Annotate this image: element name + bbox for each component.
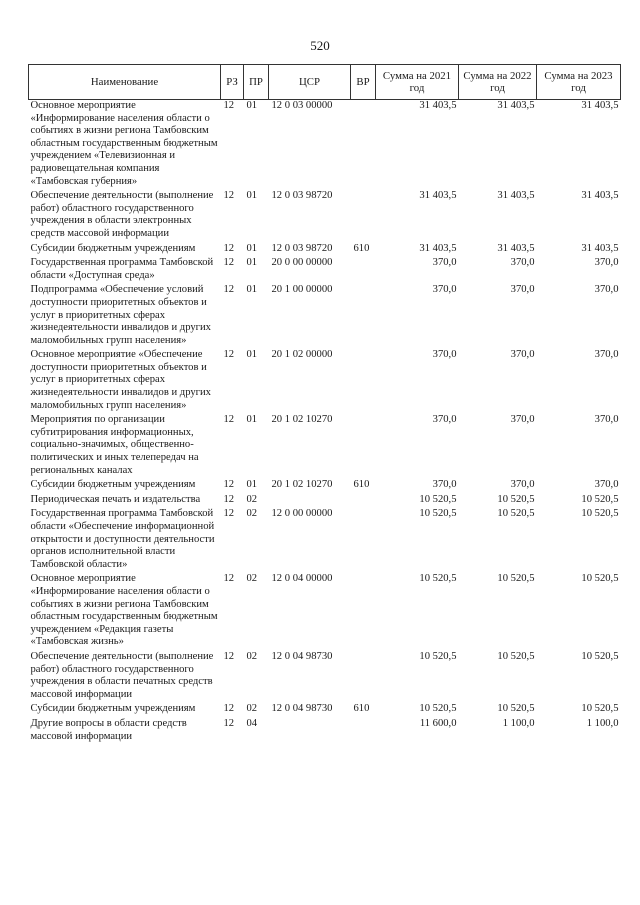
row-csr: 20 1 00 00000 bbox=[271, 284, 333, 296]
row-sum-2021: 10 520,5 bbox=[419, 703, 457, 715]
row-pr: 01 bbox=[246, 479, 258, 491]
row-pr: 01 bbox=[246, 284, 258, 296]
table-row bbox=[29, 100, 621, 191]
row-sum-2023: 370,0 bbox=[594, 257, 619, 269]
row-sum-2023: 10 520,5 bbox=[581, 650, 619, 662]
row-sum-2023: 10 520,5 bbox=[581, 493, 619, 505]
row-sum-2022: 31 403,5 bbox=[497, 242, 535, 254]
header-sum-2022: Сумма на 2022 год bbox=[459, 65, 537, 100]
table-row bbox=[29, 414, 621, 479]
row-sum-2022: 370,0 bbox=[510, 284, 535, 296]
row-vr bbox=[351, 718, 376, 745]
row-pr: 01 bbox=[246, 257, 258, 269]
table-row bbox=[29, 703, 621, 718]
row-csr: 20 1 02 10270 bbox=[271, 479, 333, 491]
row-name: Другие вопросы в области средств массовой информации bbox=[30, 717, 187, 742]
row-csr bbox=[269, 494, 351, 509]
row-sum-2023: 31 403,5 bbox=[581, 190, 619, 202]
row-sum-2021: 11 600,0 bbox=[419, 717, 457, 729]
row-sum-2021: 10 520,5 bbox=[419, 508, 457, 520]
row-pr: 02 bbox=[246, 573, 258, 585]
row-pr: 04 bbox=[246, 717, 258, 729]
row-sum-2022: 370,0 bbox=[510, 414, 535, 426]
header-name: Наименование bbox=[29, 65, 221, 100]
row-sum-2023: 1 100,0 bbox=[586, 717, 619, 729]
row-rz: 12 bbox=[223, 508, 235, 520]
row-vr bbox=[351, 573, 376, 651]
row-vr bbox=[351, 508, 376, 573]
row-vr: 610 bbox=[353, 479, 370, 491]
row-sum-2022: 10 520,5 bbox=[497, 508, 535, 520]
row-csr: 12 0 03 00000 bbox=[271, 100, 333, 111]
row-vr: 610 bbox=[353, 242, 370, 254]
row-sum-2022: 10 520,5 bbox=[497, 650, 535, 662]
row-csr: 20 1 02 10270 bbox=[271, 414, 333, 426]
row-rz: 12 bbox=[223, 242, 235, 254]
row-name: Обеспечение деятельности (выполнение работ) областного государственного учреждения в области электронных средств массовой информации bbox=[30, 190, 214, 239]
row-sum-2022: 10 520,5 bbox=[497, 703, 535, 715]
row-rz: 12 bbox=[223, 717, 235, 729]
row-name: Основное мероприятие «Информирование населения области о событиях в жизни региона Тамбовским областным государственным бюджетным учреждением «Редакция газеты «Тамбовская жизнь» bbox=[30, 573, 218, 648]
row-name: Подпрограмма «Обеспечение условий доступности приоритетных объектов и услуг в приоритетных сферах жизнедеятельности инвалидов и других маломобильных групп населения» bbox=[30, 284, 211, 346]
row-sum-2022: 370,0 bbox=[510, 479, 535, 491]
row-vr bbox=[351, 494, 376, 509]
row-vr bbox=[351, 349, 376, 414]
row-vr bbox=[351, 651, 376, 703]
row-name: Периодическая печать и издательства bbox=[30, 493, 201, 505]
row-name: Основное мероприятие «Информирование населения области о событиях в жизни региона Тамбовским областным государственным бюджетным учреждением «Телевизионная и радиовещательная компания «Тамбовская губерния» bbox=[30, 100, 218, 187]
table-row bbox=[29, 494, 621, 509]
row-csr: 12 0 03 98720 bbox=[271, 190, 333, 202]
table-row bbox=[29, 284, 621, 349]
row-vr bbox=[351, 414, 376, 479]
row-rz: 12 bbox=[223, 650, 235, 662]
row-rz: 12 bbox=[223, 257, 235, 269]
table-row bbox=[29, 349, 621, 414]
table-row bbox=[29, 190, 621, 242]
row-rz: 12 bbox=[223, 573, 235, 585]
row-vr bbox=[351, 190, 376, 242]
row-csr: 12 0 04 98730 bbox=[271, 703, 333, 715]
header-rz: РЗ bbox=[221, 65, 244, 100]
table-header-row bbox=[29, 65, 621, 100]
row-rz: 12 bbox=[223, 190, 235, 202]
row-sum-2021: 370,0 bbox=[432, 257, 457, 269]
row-sum-2022: 10 520,5 bbox=[497, 493, 535, 505]
row-sum-2022: 10 520,5 bbox=[497, 573, 535, 585]
row-sum-2022: 31 403,5 bbox=[497, 100, 535, 111]
row-sum-2021: 31 403,5 bbox=[419, 100, 457, 111]
header-csr: ЦСР bbox=[269, 65, 351, 100]
row-sum-2023: 370,0 bbox=[594, 284, 619, 296]
row-name: Субсидии бюджетным учреждениям bbox=[30, 242, 196, 254]
row-rz: 12 bbox=[223, 414, 235, 426]
row-name: Обеспечение деятельности (выполнение работ) областного государственного учреждения в области печатных средств массовой информации bbox=[30, 650, 214, 700]
row-sum-2023: 370,0 bbox=[594, 349, 619, 361]
header-vr: ВР bbox=[351, 65, 376, 100]
row-vr bbox=[351, 257, 376, 284]
row-pr: 01 bbox=[246, 414, 258, 426]
row-name: Государственная программа Тамбовской области «Обеспечение информационной открытости и доступности деятельности органов исполнительной власти Тамбовской области» bbox=[30, 508, 215, 570]
row-sum-2022: 31 403,5 bbox=[497, 190, 535, 202]
row-csr: 20 0 00 00000 bbox=[271, 257, 333, 269]
row-csr: 12 0 04 00000 bbox=[271, 573, 333, 585]
table-row bbox=[29, 508, 621, 573]
header-pr: ПР bbox=[244, 65, 269, 100]
row-pr: 02 bbox=[246, 493, 258, 505]
row-rz: 12 bbox=[223, 493, 235, 505]
row-sum-2023: 10 520,5 bbox=[581, 508, 619, 520]
row-rz: 12 bbox=[223, 284, 235, 296]
row-sum-2021: 10 520,5 bbox=[419, 650, 457, 662]
row-name: Государственная программа Тамбовской области «Доступная среда» bbox=[30, 257, 214, 281]
row-sum-2023: 370,0 bbox=[594, 414, 619, 426]
row-sum-2023: 10 520,5 bbox=[581, 573, 619, 585]
row-sum-2021: 370,0 bbox=[432, 349, 457, 361]
row-pr: 01 bbox=[246, 349, 258, 361]
row-sum-2021: 10 520,5 bbox=[419, 493, 457, 505]
header-sum-2021: Сумма на 2021 год bbox=[376, 65, 459, 100]
budget-table bbox=[28, 64, 621, 745]
table-row bbox=[29, 573, 621, 651]
row-name: Мероприятия по организации субтитрирования информационных, социально-значимых, общественно-политических и иных телепередач на региональных каналах bbox=[30, 414, 199, 476]
row-vr bbox=[351, 100, 376, 191]
row-sum-2021: 370,0 bbox=[432, 414, 457, 426]
row-rz: 12 bbox=[223, 703, 235, 715]
row-sum-2021: 370,0 bbox=[432, 284, 457, 296]
row-sum-2023: 31 403,5 bbox=[581, 242, 619, 254]
header-sum-2023: Сумма на 2023 год bbox=[537, 65, 621, 100]
row-pr: 01 bbox=[246, 100, 258, 111]
row-pr: 01 bbox=[246, 190, 258, 202]
table-body bbox=[29, 100, 621, 746]
row-csr: 20 1 02 00000 bbox=[271, 349, 333, 361]
budget-table-container bbox=[28, 64, 620, 745]
table-row bbox=[29, 257, 621, 284]
row-pr: 02 bbox=[246, 508, 258, 520]
row-csr: 12 0 00 00000 bbox=[271, 508, 333, 520]
row-csr: 12 0 03 98720 bbox=[271, 242, 333, 254]
row-name: Основное мероприятие «Обеспечение доступности приоритетных объектов и услуг в приоритетных сферах жизнедеятельности инвалидов и других маломобильных групп населения» bbox=[30, 349, 211, 411]
row-pr: 02 bbox=[246, 703, 258, 715]
row-sum-2023: 10 520,5 bbox=[581, 703, 619, 715]
row-sum-2022: 370,0 bbox=[510, 257, 535, 269]
row-sum-2021: 31 403,5 bbox=[419, 242, 457, 254]
row-pr: 01 bbox=[246, 242, 258, 254]
row-rz: 12 bbox=[223, 479, 235, 491]
row-vr bbox=[351, 284, 376, 349]
row-sum-2023: 31 403,5 bbox=[581, 100, 619, 111]
page-number: 520 bbox=[310, 38, 330, 53]
row-sum-2022: 1 100,0 bbox=[502, 717, 535, 729]
row-sum-2021: 10 520,5 bbox=[419, 573, 457, 585]
row-name: Субсидии бюджетным учреждениям bbox=[30, 703, 196, 715]
row-rz: 12 bbox=[223, 100, 235, 111]
row-sum-2021: 370,0 bbox=[432, 479, 457, 491]
row-csr: 12 0 04 98730 bbox=[271, 650, 333, 662]
table-row bbox=[29, 243, 621, 258]
row-name: Субсидии бюджетным учреждениям bbox=[30, 479, 196, 491]
row-rz: 12 bbox=[223, 349, 235, 361]
table-row bbox=[29, 651, 621, 703]
table-row bbox=[29, 479, 621, 494]
row-sum-2023: 370,0 bbox=[594, 479, 619, 491]
row-vr: 610 bbox=[353, 703, 370, 715]
row-csr bbox=[269, 718, 351, 745]
table-row bbox=[29, 718, 621, 745]
row-pr: 02 bbox=[246, 650, 258, 662]
row-sum-2021: 31 403,5 bbox=[419, 190, 457, 202]
row-sum-2022: 370,0 bbox=[510, 349, 535, 361]
